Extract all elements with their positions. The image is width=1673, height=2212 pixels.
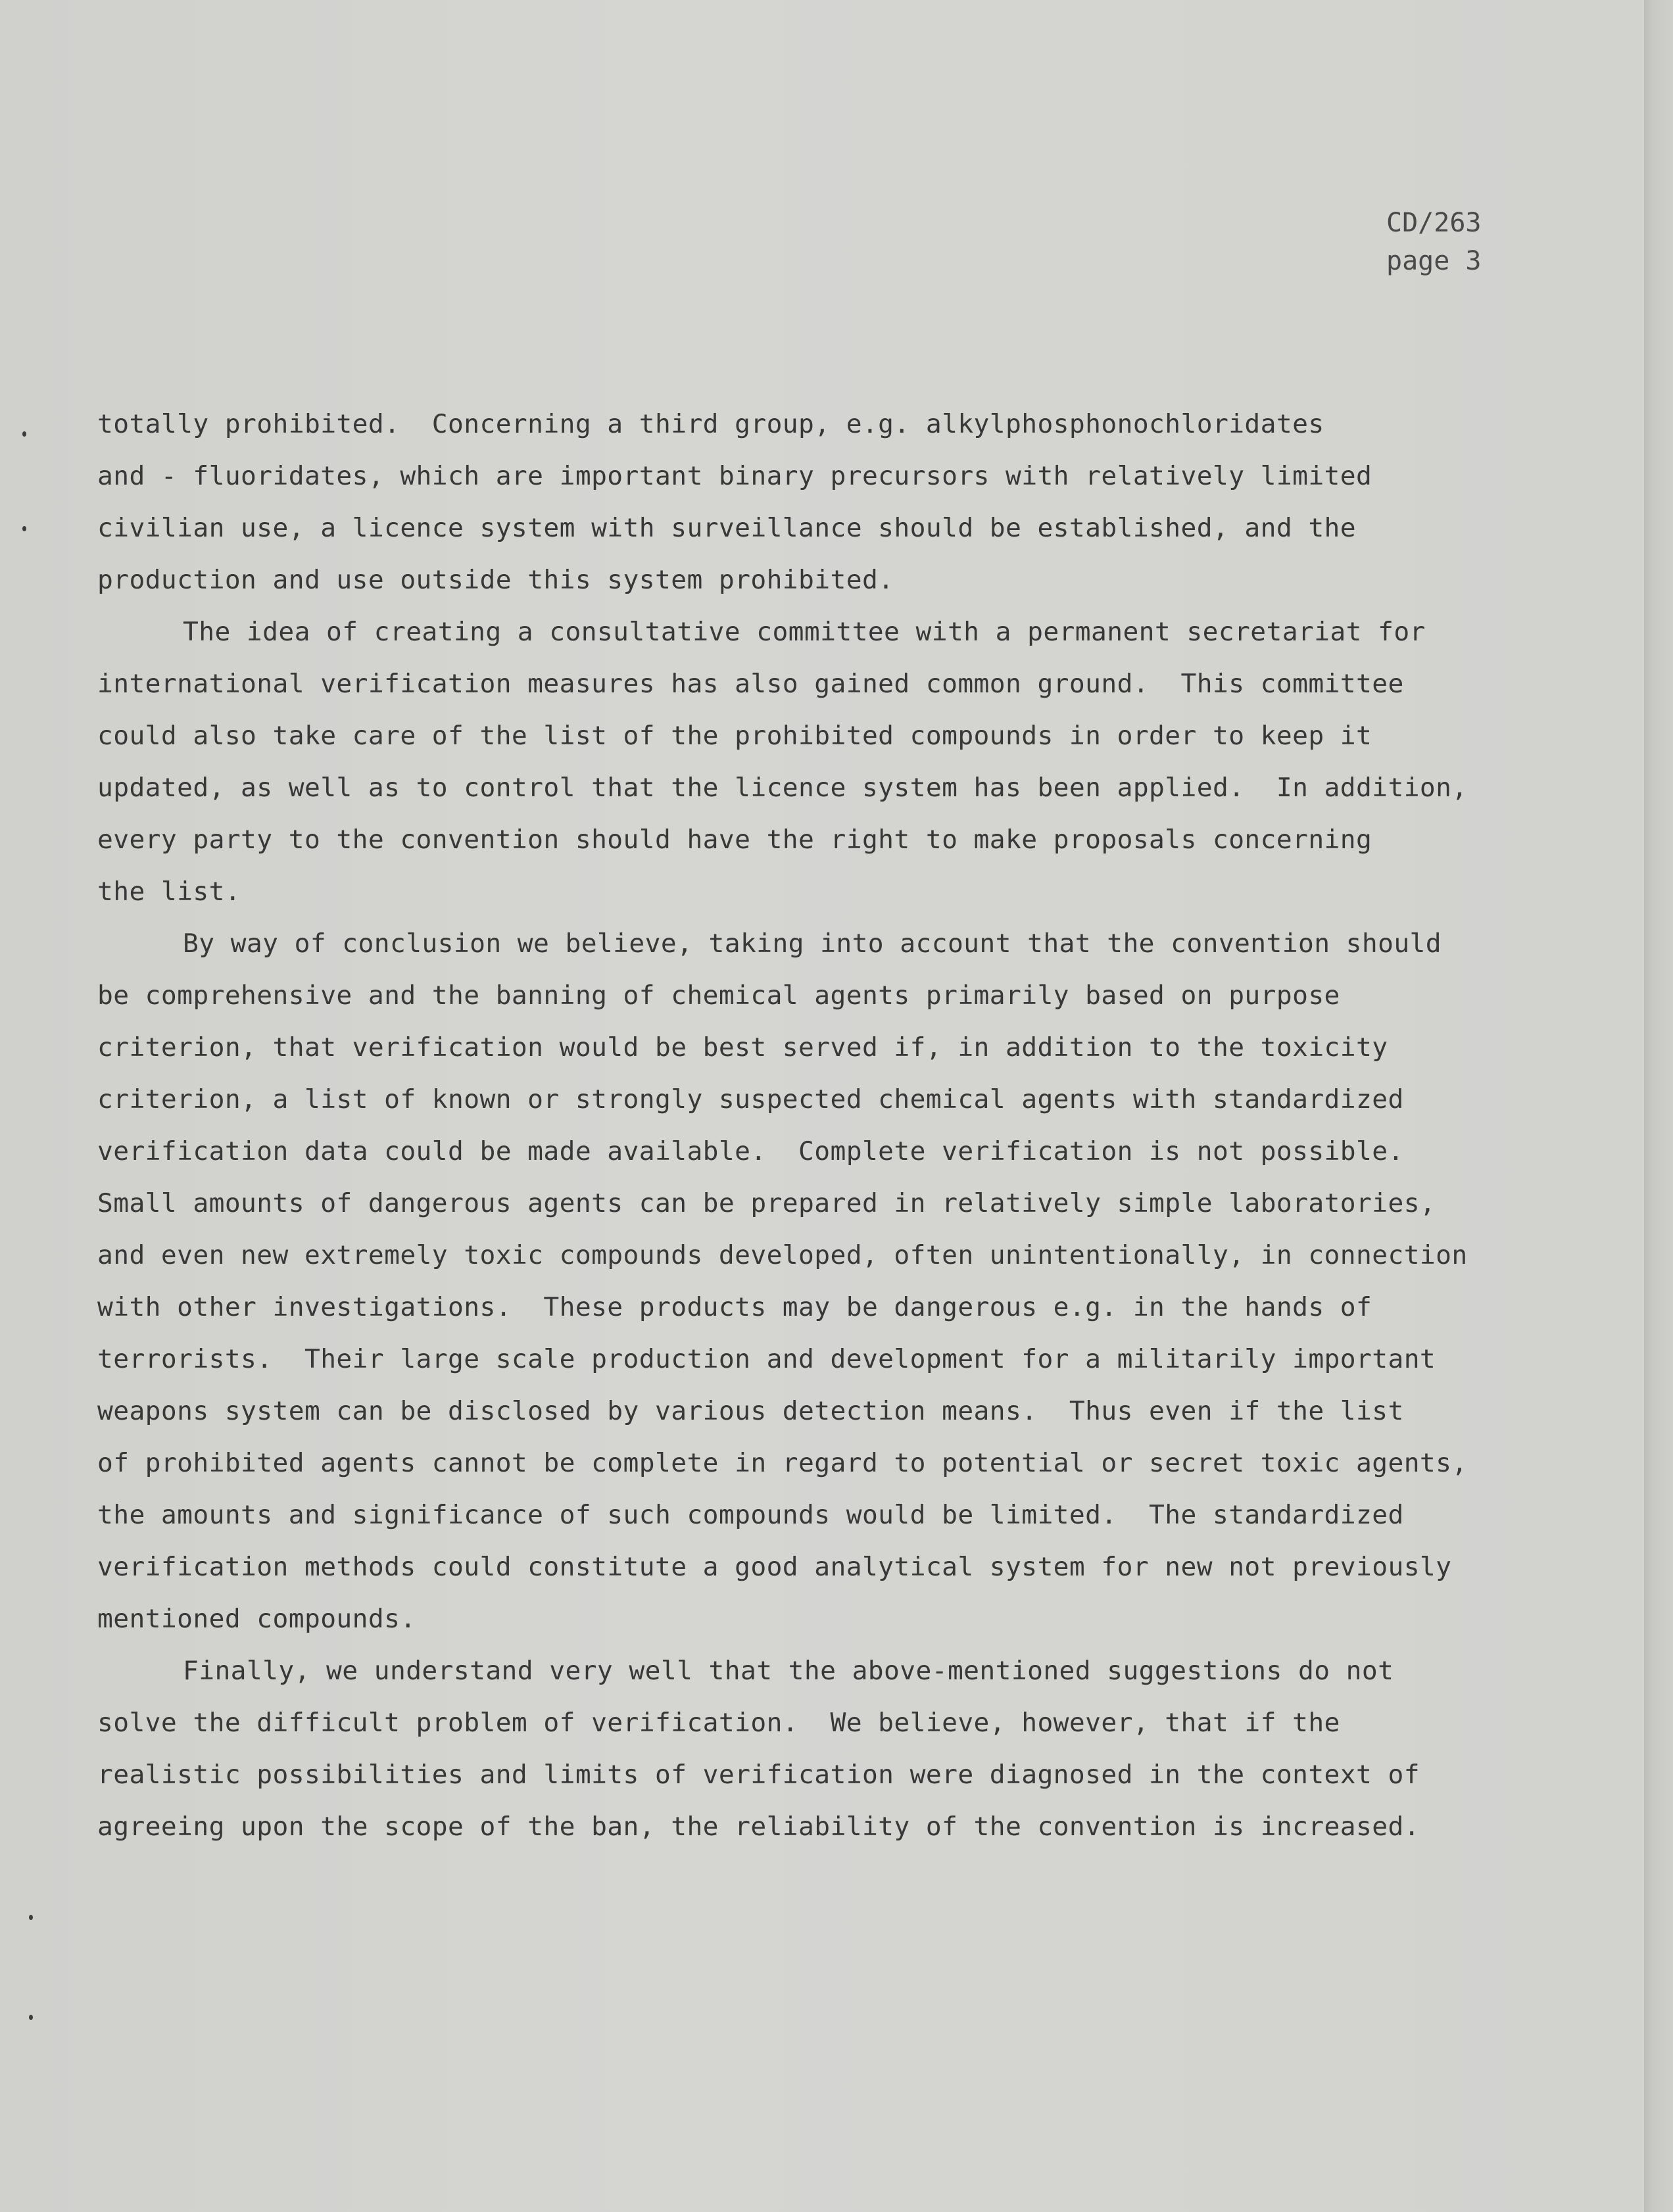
text-line: every party to the convention should have the right to make proposals concerning xyxy=(97,825,1372,855)
text-line: agreeing upon the scope of the ban, the reliability of the convention is increased. xyxy=(97,1812,1420,1842)
paragraph-first-line: The idea of creating a consultative committee with a permanent secretariat for xyxy=(183,617,1426,647)
text-line: verification methods could constitute a good analytical system for new not previously xyxy=(97,1552,1452,1582)
text-line: and - fluoridates, which are important binary precursors with relatively limited xyxy=(97,461,1372,491)
scan-speck xyxy=(22,526,26,531)
document-code: CD/263 xyxy=(1386,208,1482,238)
text-line: could also take care of the list of the prohibited compounds in order to keep it xyxy=(97,721,1372,751)
text-line: updated, as well as to control that the licence system has been applied. In addition, xyxy=(97,773,1468,803)
text-line: international verification measures has also gained common ground. This committee xyxy=(97,669,1404,699)
text-line: criterion, that verification would be best served if, in addition to the toxicity xyxy=(97,1032,1388,1063)
text-line: Small amounts of dangerous agents can be prepared in relatively simple laboratories, xyxy=(97,1188,1436,1218)
text-line: criterion, a list of known or strongly suspected chemical agents with standardized xyxy=(97,1084,1404,1115)
text-line: production and use outside this system prohibited. xyxy=(97,565,894,595)
text-line: terrorists. Their large scale production and development for a militarily important xyxy=(97,1344,1436,1374)
scan-speck xyxy=(29,2015,33,2020)
text-line: verification data could be made available. Complete verification is not possible. xyxy=(97,1136,1404,1166)
scan-speck xyxy=(29,1915,33,1920)
paragraph-first-line: By way of conclusion we believe, taking into account that the convention should xyxy=(183,928,1442,959)
text-line: mentioned compounds. xyxy=(97,1604,416,1634)
document-body xyxy=(97,398,1584,1853)
text-line: the amounts and significance of such compounds would be limited. The standardized xyxy=(97,1500,1404,1530)
text-line: of prohibited agents cannot be complete in regard to potential or secret toxic agents, xyxy=(97,1448,1468,1478)
paragraph-first-line: Finally, we understand very well that the above-mentioned suggestions do not xyxy=(183,1656,1394,1686)
page-edge xyxy=(1644,0,1673,2212)
text-line: civilian use, a licence system with surveillance should be established, and the xyxy=(97,513,1357,543)
document-header xyxy=(1386,204,1482,280)
text-line: with other investigations. These products may be dangerous e.g. in the hands of xyxy=(97,1292,1372,1322)
page-number: page 3 xyxy=(1386,246,1482,276)
scan-speck xyxy=(22,431,26,437)
text-line: the list. xyxy=(97,877,241,907)
text-line: realistic possibilities and limits of verification were diagnosed in the context of xyxy=(97,1760,1420,1790)
text-line: and even new extremely toxic compounds developed, often unintentionally, in connection xyxy=(97,1240,1468,1270)
text-line: weapons system can be disclosed by various detection means. Thus even if the list xyxy=(97,1396,1404,1426)
text-line: be comprehensive and the banning of chemical agents primarily based on purpose xyxy=(97,980,1340,1011)
text-line: totally prohibited. Concerning a third group, e.g. alkylphosphonochloridates xyxy=(97,409,1324,439)
text-line: solve the difficult problem of verification. We believe, however, that if the xyxy=(97,1708,1340,1738)
